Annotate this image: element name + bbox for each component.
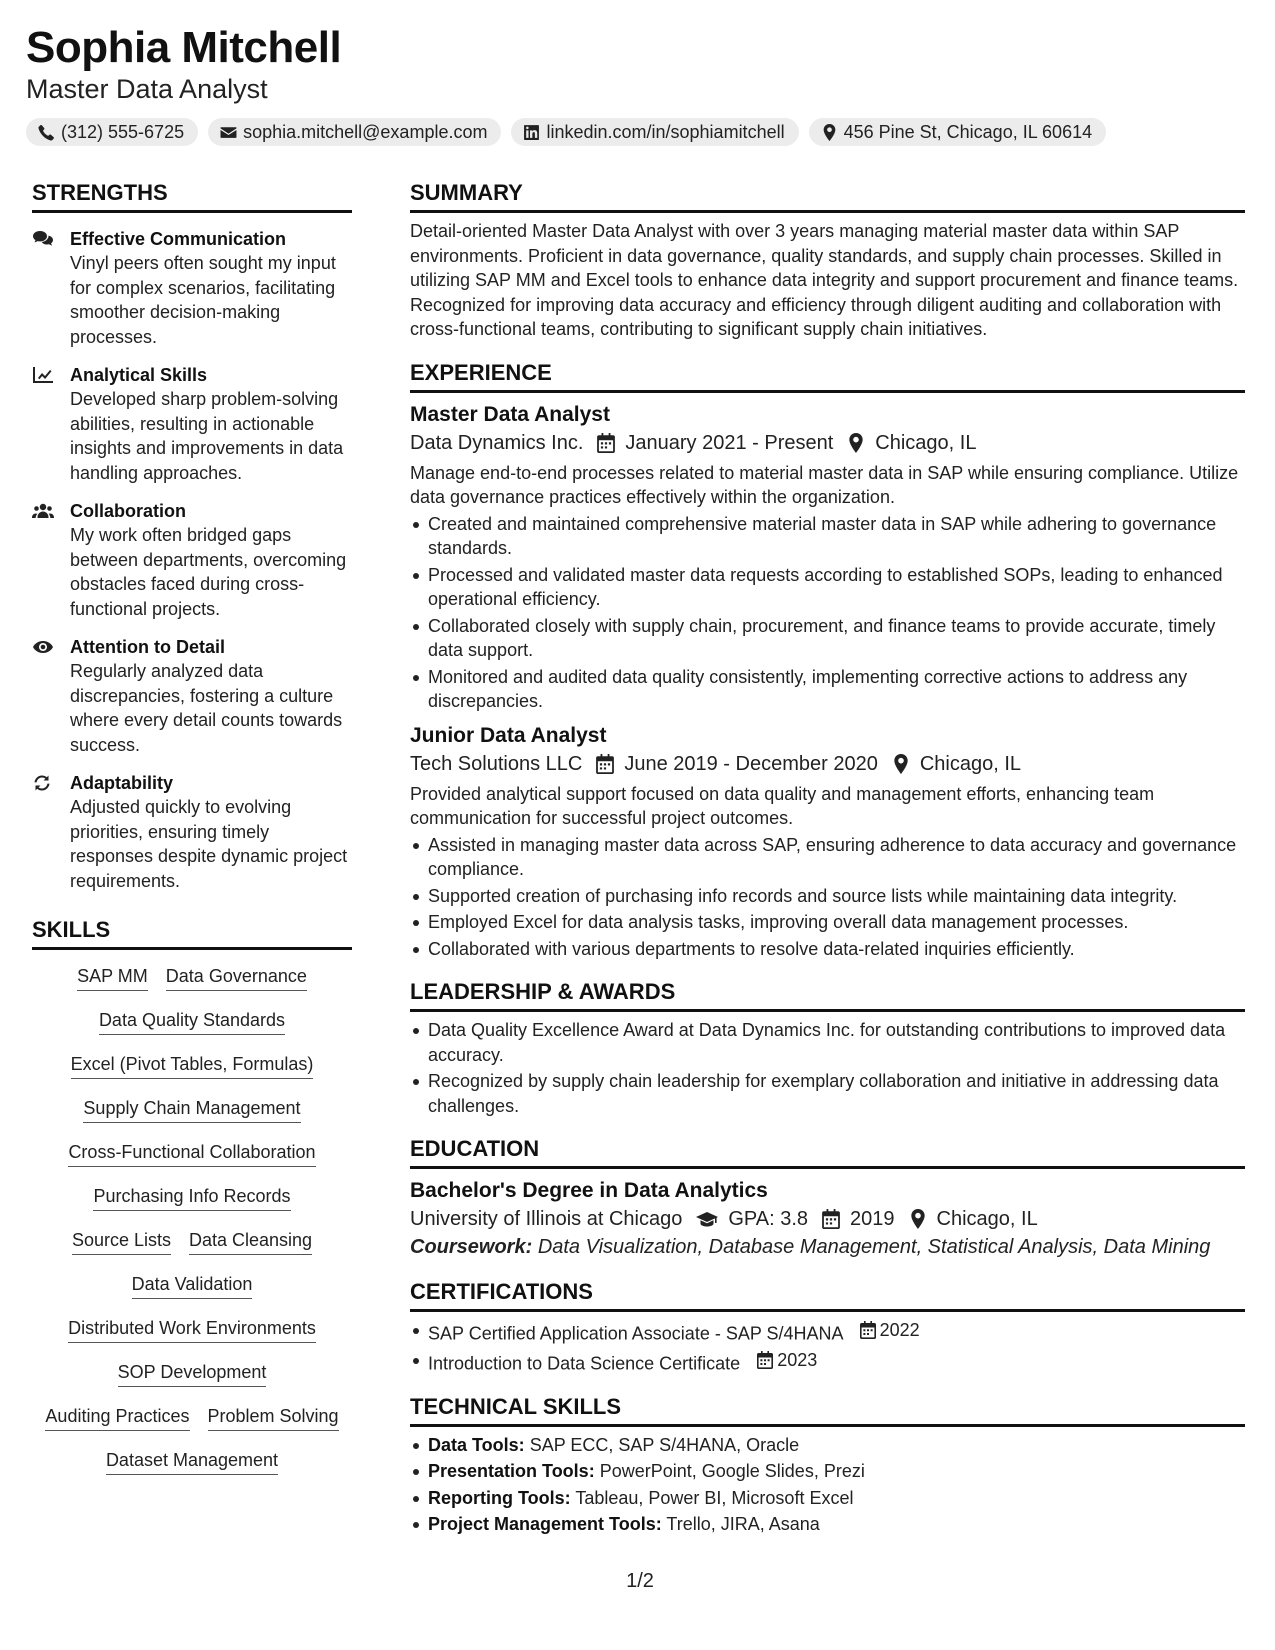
left-column: [32, 178, 352, 1475]
candidate-title: Master Data Analyst: [26, 74, 268, 104]
skills-list: [32, 964, 352, 1475]
skill-tag: Problem Solving: [208, 1404, 339, 1431]
strength-desc: Vinyl peers often sought my input for complex scenarios, facilitating smoother decision-making processes.: [70, 253, 336, 347]
strength-desc: Adjusted quickly to evolving priorities, ensuring timely responses despite dynamic project requirements.: [70, 797, 348, 891]
phone-icon: [38, 124, 55, 141]
list-item: Recognized by supply chain leadership for exemplary collaboration and initiative in addressing data challenges.: [410, 1069, 1245, 1118]
job-meta: [410, 750, 1245, 778]
map-marker-icon: [909, 1209, 927, 1229]
strength-title: Collaboration: [70, 501, 186, 521]
list-item: Monitored and audited data quality consistently, implementing corrective actions to address any discrepancies.: [410, 665, 1245, 714]
skill-tag: Supply Chain Management: [83, 1096, 300, 1123]
list-item: [410, 1459, 1245, 1484]
list-item: Employed Excel for data analysis tasks, improving overall data management processes.: [410, 910, 1245, 935]
tech-label: Data Tools:: [428, 1434, 525, 1455]
skill-tag: SAP MM: [77, 964, 148, 991]
calendar-icon: [822, 1209, 840, 1229]
graduation-cap-icon: [696, 1209, 718, 1229]
strength-desc: My work often bridged gaps between departments, overcoming obstacles faced during cross-functional projects.: [70, 525, 347, 619]
map-marker-icon: [821, 124, 838, 141]
linkedin-text: linkedin.com/in/sophiamitchell: [546, 121, 785, 142]
school: University of Illinois at Chicago: [410, 1208, 683, 1230]
resume-header: [26, 22, 1249, 146]
skill-tag: Purchasing Info Records: [93, 1184, 290, 1211]
tech-label: Project Management Tools:: [428, 1514, 662, 1534]
envelope-icon: [220, 124, 237, 141]
map-marker-icon: [847, 433, 865, 453]
users-icon: [32, 502, 54, 520]
contact-email[interactable]: [208, 118, 501, 146]
job-desc: Manage end-to-end processes related to material master data in SAP while ensuring compliance. Utilize data governance practices effectively within the organization.: [410, 462, 1239, 507]
list-item: Assisted in managing master data across SAP, ensuring adherence to data accuracy and governance compliance.: [410, 833, 1245, 882]
calendar-icon: [596, 754, 614, 774]
strength-item: [32, 499, 352, 621]
degree: Bachelor's Degree in Data Analytics: [410, 1179, 768, 1202]
skill-tag: Auditing Practices: [45, 1404, 189, 1431]
job-location: Chicago, IL: [875, 431, 977, 454]
skill-tag: Distributed Work Environments: [68, 1316, 316, 1343]
job-entry: [410, 401, 1245, 714]
job-entry: [410, 722, 1245, 962]
list-item: Supported creation of purchasing info records and source lists while maintaining data integrity.: [410, 884, 1245, 909]
summary-text: Detail-oriented Master Data Analyst with over 3 years managing material master data within SAP environments. Proficient in data governance, quality standards, and supply chain processes. Skilled in utilizing SAP MM and Excel tools to enhance data integrity and support procurement and finance teams. Recognized for improving data accuracy and efficiency through diligent auditing and collaboration with cross-functional teams, contributing to significant supply chain initiatives.: [410, 221, 1239, 339]
contact-phone[interactable]: [26, 118, 198, 146]
awards-heading: LEADERSHIP & AWARDS: [410, 977, 1245, 1012]
coursework-label: Coursework:: [410, 1236, 533, 1258]
job-role: Junior Data Analyst: [410, 723, 607, 747]
skill-tag: Cross-Functional Collaboration: [68, 1140, 315, 1167]
tech-value: Tableau, Power BI, Microsoft Excel: [575, 1487, 854, 1508]
contact-linkedin[interactable]: [511, 118, 798, 146]
coursework-list: Data Visualization, Database Management, Statistical Analysis, Data Mining: [537, 1236, 1211, 1258]
page-number: 1/2: [626, 1570, 654, 1592]
candidate-name: Sophia Mitchell: [26, 23, 342, 72]
strength-desc: Regularly analyzed data discrepancies, fostering a culture where every detail counts towards success.: [70, 661, 343, 755]
skill-tag: Data Quality Standards: [99, 1008, 285, 1035]
strength-title: Effective Communication: [70, 229, 287, 249]
strength-item: [32, 227, 352, 349]
skill-tag: Data Cleansing: [189, 1228, 312, 1255]
strength-title: Attention to Detail: [70, 637, 225, 657]
skills-heading: SKILLS: [32, 915, 352, 950]
job-meta: [410, 429, 1245, 457]
skill-tag: Data Validation: [132, 1272, 253, 1299]
strength-title: Analytical Skills: [70, 365, 208, 385]
right-column: [410, 178, 1245, 1537]
education-meta: [410, 1205, 1245, 1233]
email-text: sophia.mitchell@example.com: [243, 121, 488, 142]
strengths-heading: STRENGTHS: [32, 178, 352, 213]
list-item: [410, 1512, 1245, 1537]
tech-value: SAP ECC, SAP S/4HANA, Oracle: [529, 1434, 800, 1455]
contact-address[interactable]: [809, 118, 1107, 146]
comments-icon: [32, 230, 54, 248]
skill-tag: Source Lists: [72, 1228, 171, 1255]
chart-line-icon: [32, 366, 54, 384]
phone-text: (312) 555-6725: [61, 121, 185, 142]
certifications-list: [410, 1318, 1245, 1376]
tech-label: Reporting Tools:: [428, 1487, 571, 1508]
map-marker-icon: [892, 754, 910, 774]
strength-item: [32, 771, 352, 893]
strength-item: [32, 635, 352, 757]
grad-year: 2019: [850, 1208, 895, 1230]
job-bullets: [410, 512, 1245, 714]
calendar-icon: [757, 1351, 773, 1369]
summary-heading: SUMMARY: [410, 178, 1245, 213]
technical-skills-heading: TECHNICAL SKILLS: [410, 1392, 1245, 1427]
strength-desc: Developed sharp problem-solving abilities, resulting in actionable insights and improvements in data handling approaches.: [70, 389, 344, 483]
list-item: [410, 1433, 1245, 1458]
job-role: Master Data Analyst: [410, 402, 610, 426]
list-item: [410, 1318, 1245, 1346]
strength-title: Adaptability: [70, 773, 174, 793]
job-company: Tech Solutions LLC: [410, 752, 583, 775]
coursework: [410, 1233, 1245, 1261]
job-dates: June 2019 - December 2020: [624, 752, 878, 775]
sync-icon: [32, 774, 54, 792]
address-text: 456 Pine St, Chicago, IL 60614: [843, 121, 1093, 142]
technical-skills-list: [410, 1433, 1245, 1537]
certifications-heading: CERTIFICATIONS: [410, 1277, 1245, 1312]
list-item: Data Quality Excellence Award at Data Dynamics Inc. for outstanding contributions to improved data accuracy.: [410, 1018, 1245, 1067]
calendar-icon: [860, 1321, 876, 1339]
skill-tag: Data Governance: [166, 964, 307, 991]
education-heading: EDUCATION: [410, 1134, 1245, 1169]
tech-value: PowerPoint, Google Slides, Prezi: [599, 1461, 865, 1481]
list-item: Collaborated closely with supply chain, procurement, and finance teams to provide accurate, timely data support.: [410, 614, 1245, 663]
contact-bar: [26, 118, 1249, 146]
cert-year: 2022: [879, 1320, 920, 1340]
strength-item: [32, 363, 352, 485]
cert-name: Introduction to Data Science Certificate: [428, 1353, 741, 1373]
linkedin-icon: [523, 124, 540, 141]
job-location: Chicago, IL: [919, 752, 1021, 775]
experience-heading: EXPERIENCE: [410, 358, 1245, 393]
eye-icon: [32, 638, 54, 656]
tech-label: Presentation Tools:: [428, 1461, 595, 1481]
calendar-icon: [597, 433, 615, 453]
list-item: [410, 1486, 1245, 1511]
job-company: Data Dynamics Inc.: [410, 431, 584, 454]
tech-value: Trello, JIRA, Asana: [666, 1514, 820, 1534]
awards-list: [410, 1018, 1245, 1118]
gpa: GPA: 3.8: [728, 1208, 809, 1230]
job-desc: Provided analytical support focused on data quality and management efforts, enhancing team communication for successful project outcomes.: [410, 783, 1155, 828]
skill-tag: Excel (Pivot Tables, Formulas): [71, 1052, 314, 1079]
job-bullets: [410, 833, 1245, 962]
list-item: [410, 1348, 1245, 1376]
cert-year: 2023: [777, 1349, 818, 1370]
skill-tag: SOP Development: [118, 1360, 267, 1387]
list-item: Created and maintained comprehensive material master data in SAP while adhering to governance standards.: [410, 512, 1245, 561]
list-item: Collaborated with various departments to resolve data-related inquiries efficiently.: [410, 937, 1245, 962]
cert-name: SAP Certified Application Associate - SAP S/4HANA: [428, 1323, 843, 1344]
education-location: Chicago, IL: [936, 1208, 1038, 1230]
job-dates: January 2021 - Present: [625, 431, 834, 454]
skill-tag: Dataset Management: [106, 1448, 278, 1475]
list-item: Processed and validated master data requests according to established SOPs, leading to enhanced operational efficiency.: [410, 563, 1245, 612]
